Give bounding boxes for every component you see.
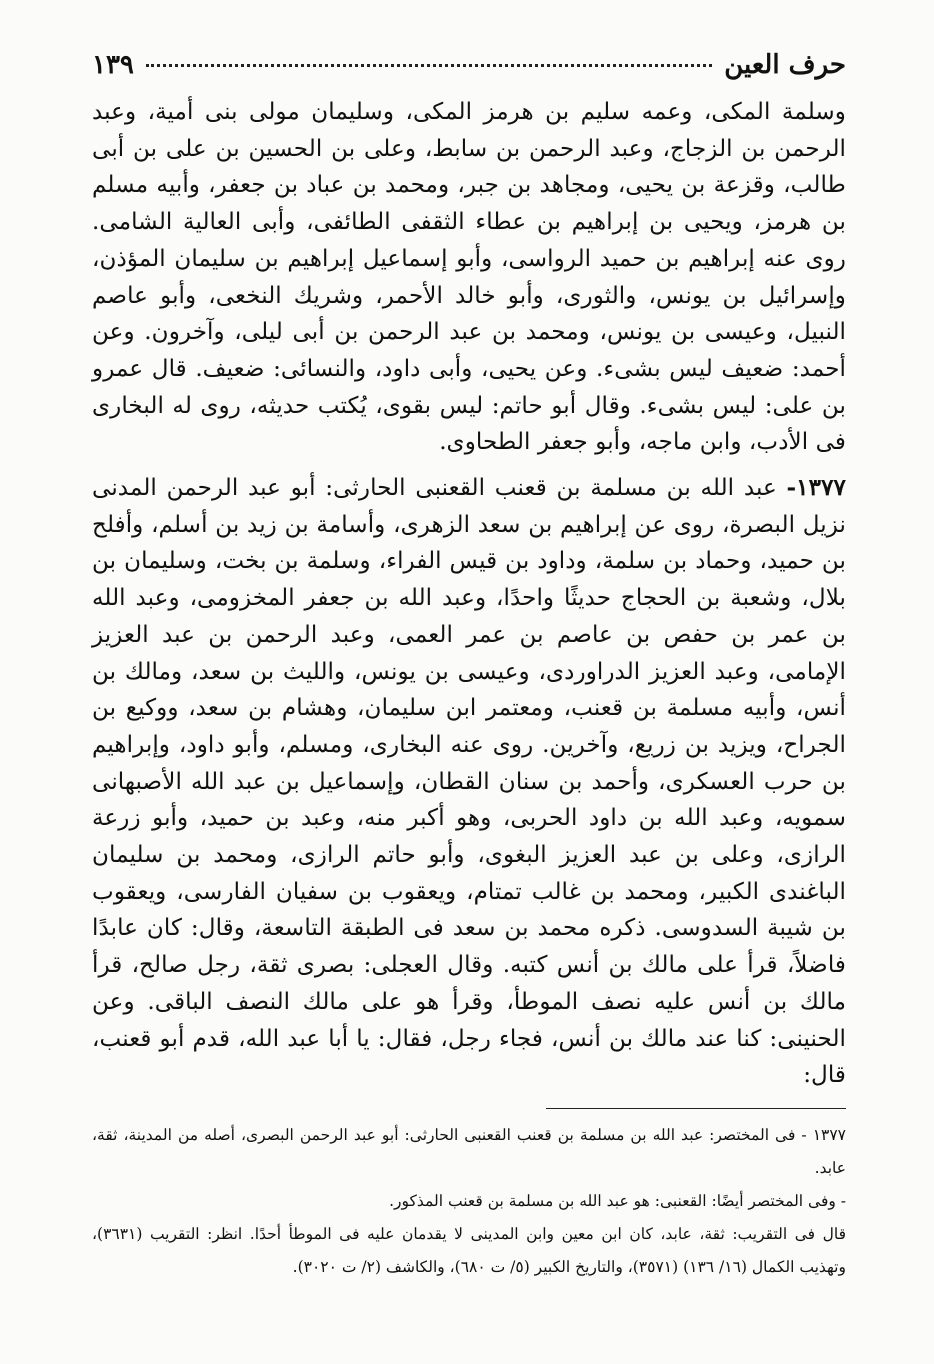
footnote-separator (546, 1108, 846, 1109)
main-text (92, 94, 846, 1094)
footnote-2: - وفى المختصر أيضًا: القعنبى: هو عبد الله بن مسلمة بن قعنب المذكور. (389, 1191, 846, 1210)
book-page (92, 50, 846, 1284)
footnotes (92, 1119, 846, 1284)
footnote-3: قال فى التقريب: ثقة، عابد، كان ابن معين وابن المدينى لا يقدمان عليه فى الموطأ أحدًا. انظر: التقريب (٣٦٣١)، وتهذيب الكمال (١٦/ ١٣٦) (٣٥٧١)، والتاريخ الكبير (٥/ ت ٦٨٠)، والكاشف (٢/ ت ٣٠٢٠). (92, 1224, 846, 1276)
entry-number: ١٣٧٧- (786, 474, 846, 502)
footnote-1: ١٣٧٧ - فى المختصر: عبد الله بن مسلمة بن قعنب القعنبى الحارثى: أبو عبد الرحمن البصرى، أصله من المدينة، ثقة، عابد. (92, 1125, 846, 1177)
header-dot-leader (146, 64, 712, 67)
chapter-title: حرف العين (724, 50, 846, 80)
entry-text: عبد الله بن مسلمة بن قعنب القعنبى الحارثى: أبو عبد الرحمن المدنى نزيل البصرة، روى عن إبراهيم بن سعد الزهرى، وأسامة بن زيد بن أسلم، وأفلح بن حميد، وحماد بن سلمة، وداود بن قيس الفراء، وسلمة بن بخت، وسليمان بن بلال، وشعبة بن الحجاج حديثًا واحدًا، وعبد الله بن جعفر المخزومى، وعبد الله بن عمر بن حفص بن عاصم بن عمر العمى، وعبد الرحمن بن عبد العزيز الإمامى، وعبد العزيز الدراوردى، وعيسى بن يونس، والليث بن سعد، ومالك بن أنس، وأبيه مسلمة بن قعنب، ومعتمر ابن سليمان، وهشام بن سعد، ووكيع بن الجراح، ويزيد بن زريع، وآخرين. روى عنه البخارى، ومسلم، وأبو داود، وإبراهيم بن حرب العسكرى، وأحمد بن سنان القطان، وإسماعيل بن عبد الله الأصبهانى سمويه، وعبد الله بن داود الحربى، وهو أكبر منه، وعبد بن حميد، وأبو زرعة الرازى، وعلى بن عبد العزيز البغوى، وأبو حاتم الرازى، ومحمد بن سليمان الباغندى الكبير، ومحمد بن غالب تمتام، ويعقوب بن سفيان الفارسى، ويعقوب بن شيبة السدوسى. ذكره محمد بن سعد فى الطبقة التاسعة، وقال: كان عابدًا فاضلاً، قرأ على مالك بن أنس كتبه. وقال العجلى: بصرى ثقة، رجل صالح، قرأ مالك بن أنس عليه نصف الموطأ، وقرأ هو على مالك النصف الباقى. وعن الحنينى: كنا عند مالك بن أنس، فجاء رجل، فقال: يا أبا عبد الله، قدم أبو قعنب، قال: (92, 474, 846, 1089)
running-header (92, 50, 846, 94)
page-number: ١٣٩ (92, 50, 134, 80)
continued-paragraph: وسلمة المكى، وعمه سليم بن هرمز المكى، وسليمان مولى بنى أمية، وعبد الرحمن بن الزجاج، وعبد الرحمن بن سابط، وعلى بن الحسين بن على بن أبى طالب، وقزعة بن يحيى، ومجاهد بن جبر، ومحمد بن عباد بن جعفر، وأبيه مسلم بن هرمز، ويحيى بن إبراهيم بن عطاء الثقفى الطائفى، وأبى العالية الشامى. روى عنه إبراهيم بن حميد الرواسى، وأبو إسماعيل إبراهيم بن سليمان المؤذن، وإسرائيل بن يونس، والثورى، وأبو خالد الأحمر، وشريك النخعى، وأبو عاصم النبيل، وعيسى بن يونس، ومحمد بن عبد الرحمن بن أبى ليلى، وآخرون. وعن أحمد: ضعيف ليس بشىء. وعن يحيى، وأبى داود، والنسائى: ضعيف. قال عمرو بن على: ليس بشىء. وقال أبو حاتم: ليس بقوى، يُكتب حديثه، روى له البخارى فى الأدب، وابن ماجه، وأبو جعفر الطحاوى. (92, 98, 846, 456)
entry-paragraph (92, 470, 846, 1094)
